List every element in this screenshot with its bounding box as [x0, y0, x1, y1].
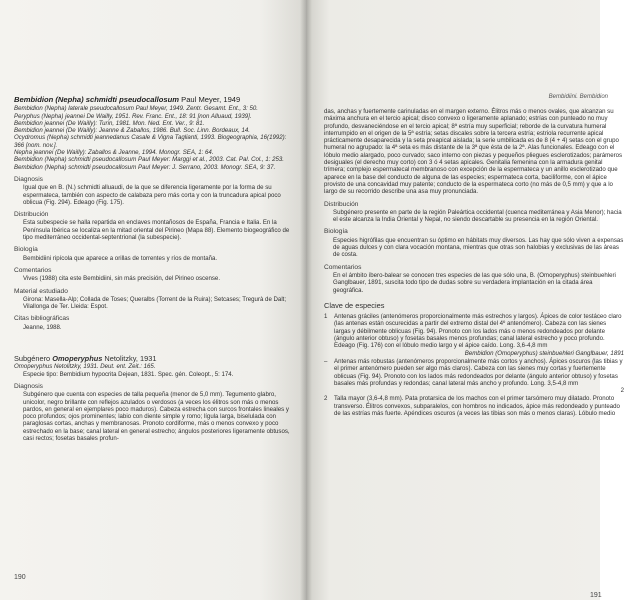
key-heading: Clave de especies [324, 300, 385, 310]
biologia-text: Especies higrófilas que encuentran su óptimo en hábitats muy diversos. Las hay que sólo viven a expensas de aguas dulces y con clara vocación montana, mientras que otras son halobias y exclusivas de las áreas de costa. [333, 236, 624, 259]
subgenus-prefix: Subgénero [14, 354, 51, 364]
synonymy-entry: Peryphus (Nepha) jeannei De Wailly, 1951. Rev. Franc. Ent., 18: 91 [non Alluaud, 1939]. [14, 112, 252, 120]
distribucion-label: Distribución [14, 211, 49, 219]
synonymy-entry: Bembidion (Nepha) schmidti pseudocallosum Paul Meyer: J. Serrano, 2003. Monogr. SEA, 9: 37. [14, 163, 276, 171]
section-spacer [14, 331, 296, 345]
distribucion-text: Esta subespecie se halla repartida en enclaves montañosos de España, Francia e Italia. En la Península Ibérica se localiza en la mitad oriental del Pirineo (Mapa 88). Elemento biogeográfico de tipo mediterráneo occidental-septentrional (la subespecie). [23, 219, 290, 242]
biologia-label: Biología [324, 228, 348, 236]
synonymy-entry: Bembidion (Nepha) laterale pseudocallosum Paul Meyer, 1949. Zentr. Gesamt. Ent., 3: 50. [14, 105, 258, 113]
key-result: 2 [620, 387, 624, 395]
comentarios-label: Comentarios [324, 263, 362, 271]
right-column [324, 108, 624, 418]
diagnosis-label: Diagnosis [14, 175, 43, 183]
right-page [306, 0, 624, 600]
left-page-number: 190 [14, 574, 26, 581]
synonymy-entry: Bembidion jeannei (De Wailly): Turin, 1981. Mon. Ned. Ent. Ver., 9: 81. [14, 119, 205, 127]
subgenus-citation: Omoperyphus Netolitzky, 1931. Deut. ent. Zeit.: 165. [14, 363, 156, 371]
synonymy-entry: Bembidion jeannei (De Wailly): Jeanne & Zaballos, 1986. Bull. Soc. Linn. Bordeaux, 14. [14, 127, 250, 135]
comentarios-text: En el ámbito íbero-balear se conocen tres especies de las que sólo una, B. (Omoperyphus) steinbuehleri Ganglbauer, 1891, suscita todo tipo de dudas sobre su verdadera implantación en la citada área geográfica. [333, 271, 616, 294]
right-page-number: 191 [590, 592, 602, 599]
biologia-label: Biología [14, 246, 38, 254]
opening-text: das, anchas y fuertemente carinuladas en el margen externo. Élitros más o menos ovales, que alcanzan su máxima anchura en el tercio apical; disco convexo o ligeramente aplanado; estrías con punteado no muy profundo, desvaneciéndose en el tercio apical; 8ª estría muy superficial; reborde de la curvatura humeral interrumpido en el origen de la 5ª estría; setas discales sobre la tercera estría; estriola recurrente apical prácticamente desaparecida y la seta preapical aislada; la serie umbilicada es de 8 (4 + 4) setas con el grupo humeral no agrupado: la 4ª seta es más distante de la 3ª que ésta de la 2ª. Alas funcionales. Edeago con el lóbulo medio alargado, poco curvado; saco interno con piezas y pequeños pliegues esclerotizados; parámeros desiguales (el derecho muy corto) con 3 ó 4 setas apicales. Genitalia femenina con la armadura genital trímera; complejo espermatecal membranoso con excepción de la espermateca y un anillo esclerotizado que aparece en la base del conducto de alguna de las especies; espermateca corta, baciliforme, con el ápice provisto de una concavidad muy patente; conducto de la espermateca corto (no más de 0,5 mm) y que a lo largo de su recorrido describe una asa muy pronunciada. [324, 108, 623, 196]
species-heading [14, 96, 296, 103]
species-epithet: schmidti pseudocallosum [85, 95, 180, 104]
subgenus-type-species: Especie tipo: Bembidium hypocrita Dejean, 1831. Spec. gén. Coleopt., 5: 174. [23, 370, 234, 378]
key-text: Antenas gráciles (antenómeros proporcionalmente más estrechos y largos). Ápices de color testáceo claro (las antenas están oscurecidas a partir del extremo distal del 4º antenómero). Cabeza con las sienes largas y débilmente oblicuas (Fig. 94). Pronoto con los lados más o menos redondeados por delante (ángulo anterior obtuso) y fosetas basales menos profundas; canal lateral estrecho y poco profundo. Edeago (Fig. 176) con el lóbulo medio largo y el ápice caído. Long. 3,6-4,8 mm [334, 313, 622, 350]
comentarios-label: Comentarios [14, 266, 52, 274]
species-subgenus: (Nepha) [55, 95, 84, 104]
key-text: Antenas más robustas (antenómeros proporcionalmente más cortos y anchos). Ápices oscuros (las tibias y el primer antenómero pueden ser algo más claros). Cabeza con las sienes muy cortas y fuertemente oblicuas (Fig. 94). Pronoto con los lados más redondeados por delante (ángulo anterior obtuso) y fosetas basales más profundas y redondas; canal lateral más ancho y profundo. Long. 3,5-4,8 mm [334, 357, 623, 387]
citas-text: Jeanne, 1988. [23, 323, 62, 331]
synonymy-entry: Bembidion (Nepha) schmidti pseudocallosum Paul Meyer: Marggi et al., 2003. Cat. Pal. Col., 1: 253. [14, 156, 284, 164]
comentarios-text: Vives (1988) cita este Bembidiini, sin más precisión, del Pirineo oscense. [23, 275, 221, 283]
diagnosis-text: Igual que en B. (N.) schmidti alluaudi, de la que se diferencia ligeramente por la forma de su espermateca, también con aspecto de calabaza pero más corta y con la truncadura apical poco oblicua (Fig. 294). Edeago (Fig. 175). [23, 184, 281, 206]
book-gutter [300, 0, 312, 600]
subgenus-name: Omoperyphus [52, 354, 103, 364]
subgenus-diagnosis-text: Subgénero que cuenta con especies de talla pequeña (menor de 5,0 mm). Tegumento glabro, unicolor, negro brillante con reflejos azulados o verdosos (a veces los élitros son más o menos pardos, en general en ejemplares poco maduros). Cabeza estrecha con surcos frontales lineales y poco profundos; ojos prominentes; labio con diente simple y romo; lígula larga, biselulada con paraglosas cortas, anchas y membranosas. Pronoto cordiforme, más o menos convexo y poco estrechado en la base; canal lateral en general estrecho; ángulos posteriores ligeramente obtusos, casi rectos; fosetas basales profun- [23, 391, 290, 442]
key-text: Talla mayor (3,6-4,8 mm). Pata protarsica de los machos con el primer tarsómero muy dilatado. Pronoto transverso. Élitros convexos, subparalelos, con hombros no indicados, ápice más redondeado y punteado de las estrías más fuerte. Apéndices oscuros (a veces las tibias son más o menos claras). Lóbulo medio [334, 395, 620, 417]
distribucion-label: Distribución [324, 200, 359, 208]
subgenus-author: Netolitzky, 1931 [104, 354, 157, 364]
left-column [14, 96, 296, 442]
biologia-text: Bembidiini ripícola que aparece a orillas de torrentes y ríos de montaña. [23, 254, 218, 262]
synonymy-entry: Ocydromus (Nepha) schmidti jeannedanus Casale & Vigna Taglianti, 1993. Biogeographia, 16(1992): 366 [nom. nov.]. [14, 134, 287, 149]
species-genus: Bembidion [14, 95, 54, 104]
key-number: – [324, 357, 328, 365]
key-couplet [324, 358, 624, 394]
subgenus-heading [14, 355, 296, 362]
citas-label: Citas bibliográficas [14, 315, 70, 323]
key-couplet [324, 395, 624, 417]
material-label: Material estudiado [14, 287, 68, 295]
species-author: Paul Meyer, 1949 [181, 95, 241, 104]
synonymy-list [14, 105, 296, 171]
subgenus-diagnosis-label: Diagnosis [14, 382, 43, 390]
synonymy-entry: Nepha jeannei (De Wailly): Zaballos & Jeanne, 1994. Monogr. SEA, 1: 64. [14, 149, 214, 157]
running-head: Bembidiini. Bembidion [548, 94, 608, 100]
left-page [0, 0, 306, 600]
key-couplet [324, 313, 624, 357]
key-number: 2 [324, 395, 328, 403]
key-number: 1 [324, 313, 328, 321]
distribucion-text: Subgénero presente en parte de la región Paleártica occidental (cuenca mediterránea y Asia Menor); hacia el este alcanza la India Oriental y Nepal, no siendo descartable su presencia en la región Oriental. [333, 208, 622, 224]
key-result: Bembidion (Omoperyphus) steinbuehleri Ganglbauer, 1891 [464, 349, 624, 357]
material-text: Girona: Masella-Alp; Collada de Toses; Queralbs (Torrent de la Ruira); Setcases; Tregurà de Dalt; Vilallonga de Ter. Lleida: Espot. [23, 295, 287, 311]
